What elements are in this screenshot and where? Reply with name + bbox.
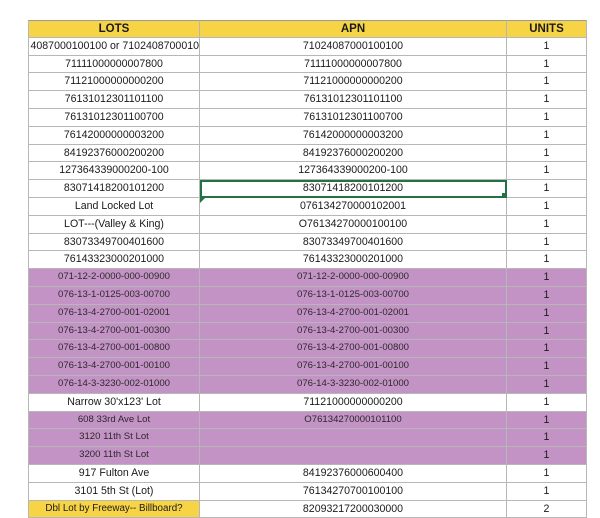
table-row: [28, 340, 587, 358]
cell-units[interactable]: 1: [507, 483, 587, 501]
cell-units[interactable]: 1: [507, 376, 587, 394]
table-row: [28, 38, 587, 56]
cell-lots[interactable]: 917 Fulton Ave: [28, 465, 200, 483]
cell-lots[interactable]: Narrow 30'x123' Lot: [28, 394, 200, 412]
cell-units[interactable]: 1: [507, 251, 587, 269]
cell-apn[interactable]: 71111000000007800: [200, 56, 507, 74]
table-row: [28, 501, 587, 518]
cell-apn[interactable]: 82093217200030000: [200, 501, 507, 518]
cell-lots[interactable]: 71121000000000200: [28, 73, 200, 91]
table-row: [28, 216, 587, 234]
cell-apn[interactable]: 76142000000003200: [200, 127, 507, 145]
cell-units[interactable]: 1: [507, 38, 587, 56]
cell-units[interactable]: 1: [507, 447, 587, 465]
cell-lots[interactable]: 71111000000007800: [28, 56, 200, 74]
cell-apn[interactable]: 076134270000102001: [200, 198, 507, 216]
cell-apn[interactable]: 71121000000000200: [200, 394, 507, 412]
cell-apn[interactable]: 127364339000200-100: [200, 162, 507, 180]
header-row: [28, 20, 587, 38]
cell-lots[interactable]: 076-13-4-2700-001-00800: [28, 340, 200, 358]
table-row: [28, 287, 587, 305]
cell-lots[interactable]: Land Locked Lot: [28, 198, 200, 216]
cell-units[interactable]: 1: [507, 429, 587, 447]
cell-units[interactable]: 1: [507, 465, 587, 483]
cell-lots[interactable]: 076-13-4-2700-001-00100: [28, 358, 200, 376]
cell-apn[interactable]: 71024087000100100: [200, 38, 507, 56]
cell-units[interactable]: 1: [507, 340, 587, 358]
cell-lots[interactable]: 76143323000201000: [28, 251, 200, 269]
cell-units[interactable]: 1: [507, 91, 587, 109]
cell-apn[interactable]: 076-13-4-2700-001-00100: [200, 358, 507, 376]
cell-units[interactable]: 1: [507, 162, 587, 180]
cell-units[interactable]: 1: [507, 56, 587, 74]
cell-units[interactable]: 1: [507, 234, 587, 252]
cell-apn[interactable]: 76131012301100700: [200, 109, 507, 127]
cell-apn[interactable]: 84192376000200200: [200, 145, 507, 163]
cell-units[interactable]: 1: [507, 269, 587, 287]
cell-apn[interactable]: 076-13-4-2700-001-00300: [200, 323, 507, 341]
table-row: [28, 376, 587, 394]
table-row: [28, 145, 587, 163]
cell-lots[interactable]: 3200 11th St Lot: [28, 447, 200, 465]
table-row: [28, 269, 587, 287]
table-row: [28, 251, 587, 269]
table-row: [28, 162, 587, 180]
cell-apn[interactable]: 76134270700100100: [200, 483, 507, 501]
cell-units[interactable]: 1: [507, 198, 587, 216]
cell-units[interactable]: 1: [507, 358, 587, 376]
cell-apn[interactable]: 076-13-4-2700-001-00800: [200, 340, 507, 358]
cell-lots[interactable]: Dbl Lot by Freeway-- Billboard?: [28, 501, 200, 518]
cell-apn[interactable]: 076-13-1-0125-003-00700: [200, 287, 507, 305]
cell-lots[interactable]: 076-13-1-0125-003-00700: [28, 287, 200, 305]
cell-lots[interactable]: 76131012301100700: [28, 109, 200, 127]
cell-apn[interactable]: O76134270000100100: [200, 216, 507, 234]
cell-apn[interactable]: [200, 429, 507, 447]
cell-apn[interactable]: 071-12-2-0000-000-00900: [200, 269, 507, 287]
cell-units[interactable]: 1: [507, 109, 587, 127]
cell-lots[interactable]: 76142000000003200: [28, 127, 200, 145]
spreadsheet-grid: [28, 20, 587, 518]
table-row: [28, 394, 587, 412]
table-row: [28, 358, 587, 376]
cell-units[interactable]: 1: [507, 180, 587, 198]
cell-lots[interactable]: 127364339000200-100: [28, 162, 200, 180]
cell-apn[interactable]: 76131012301101100: [200, 91, 507, 109]
table-row: [28, 483, 587, 501]
table-row: [28, 234, 587, 252]
table-row: [28, 465, 587, 483]
table-row: [28, 91, 587, 109]
cell-lots[interactable]: 83073349700401600: [28, 234, 200, 252]
cell-apn[interactable]: 71121000000000200: [200, 73, 507, 91]
cell-units[interactable]: 1: [507, 216, 587, 234]
cell-lots[interactable]: LOT---(Valley & King): [28, 216, 200, 234]
column-header-apn[interactable]: APN: [200, 20, 507, 38]
cell-units[interactable]: 1: [507, 287, 587, 305]
cell-units[interactable]: 1: [507, 394, 587, 412]
table-row: [28, 109, 587, 127]
table-row: [28, 429, 587, 447]
cell-lots[interactable]: 076-13-4-2700-001-00300: [28, 323, 200, 341]
cell-lots[interactable]: 83071418200101200: [28, 180, 200, 198]
table-row: [28, 198, 587, 216]
table-row: [28, 305, 587, 323]
cell-apn[interactable]: O76134270000101100: [200, 412, 507, 430]
table-row: [28, 180, 587, 198]
table-row: [28, 412, 587, 430]
cell-lots[interactable]: 608 33rd Ave Lot: [28, 412, 200, 430]
cell-lots[interactable]: 4087000100100 or 7102408700010: [28, 38, 200, 56]
cell-lots[interactable]: 76131012301101100: [28, 91, 200, 109]
cell-apn[interactable]: 83073349700401600: [200, 234, 507, 252]
cell-apn[interactable]: 076-14-3-3230-002-01000: [200, 376, 507, 394]
cell-apn[interactable]: 76143323000201000: [200, 251, 507, 269]
cell-units[interactable]: 1: [507, 305, 587, 323]
table-row: [28, 323, 587, 341]
table-row: [28, 56, 587, 74]
cell-apn[interactable]: 076-13-4-2700-001-02001: [200, 305, 507, 323]
cell-lots[interactable]: 071-12-2-0000-000-00900: [28, 269, 200, 287]
cell-units[interactable]: 1: [507, 145, 587, 163]
column-header-units[interactable]: UNITS: [507, 20, 587, 38]
cell-lots[interactable]: 84192376000200200: [28, 145, 200, 163]
cell-lots[interactable]: 3101 5th St (Lot): [28, 483, 200, 501]
table-row: [28, 73, 587, 91]
column-header-lots[interactable]: LOTS: [28, 20, 200, 38]
cell-units[interactable]: 1: [507, 412, 587, 430]
cell-units[interactable]: 1: [507, 323, 587, 341]
cell-lots[interactable]: 076-13-4-2700-001-02001: [28, 305, 200, 323]
cell-lots[interactable]: 3120 11th St Lot: [28, 429, 200, 447]
cell-units[interactable]: 1: [507, 127, 587, 145]
table-row: [28, 127, 587, 145]
cell-units[interactable]: 2: [507, 501, 587, 518]
cell-lots[interactable]: 076-14-3-3230-002-01000: [28, 376, 200, 394]
selected-cell-apn[interactable]: 83071418200101200: [200, 180, 507, 198]
cell-units[interactable]: 1: [507, 73, 587, 91]
cell-apn[interactable]: 84192376000600400: [200, 465, 507, 483]
